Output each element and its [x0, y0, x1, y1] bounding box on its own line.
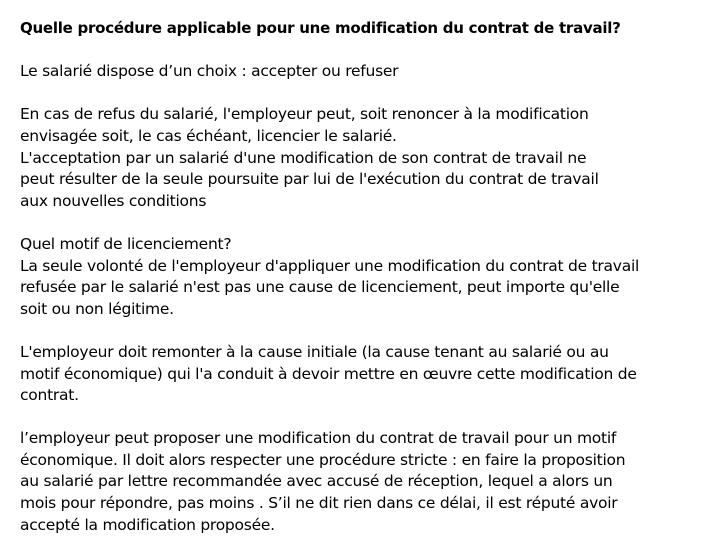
paragraph-dismissal-reason: [20, 234, 726, 320]
text-line: économique. Il doit alors respecter une procédure stricte : en faire la proposition: [20, 450, 626, 469]
paragraph-initial-cause: [20, 342, 726, 407]
text-line: au salarié par lettre recommandée avec accusé de réception, lequel a alors un: [20, 472, 613, 491]
text-line: soit ou non légitime.: [20, 299, 174, 318]
spacer: [20, 320, 726, 342]
text-line: L'acceptation par un salarié d'une modification de son contrat de travail ne: [20, 148, 587, 167]
paragraph-refusal: [20, 104, 726, 212]
text-line: Le salarié dispose d’un choix : accepter ou refuser: [20, 62, 399, 81]
text-line: motif économique) qui l'a conduit à devoir mettre en œuvre cette modification de: [20, 364, 637, 383]
paragraph-choice: [20, 61, 726, 83]
text-line: L'employeur doit remonter à la cause initiale (la cause tenant au salarié ou au: [20, 342, 609, 361]
text-line: En cas de refus du salarié, l'employeur peut, soit renoncer à la modification: [20, 105, 589, 124]
text-line: aux nouvelles conditions: [20, 191, 207, 210]
spacer: [20, 407, 726, 429]
text-line: refusée par le salarié n'est pas une cause de licenciement, peut importe qu'elle: [20, 278, 620, 297]
page-title: Quelle procédure applicable pour une modification du contrat de travail?: [20, 19, 621, 37]
text-line: Quel motif de licenciement?: [20, 234, 232, 253]
spacer: [20, 40, 726, 62]
text-line: mois pour répondre, pas moins . S’il ne dit rien dans ce délai, il est réputé avoir: [20, 494, 618, 513]
document-body: [20, 18, 726, 536]
text-line: contrat.: [20, 386, 79, 405]
paragraph-economic-procedure: [20, 428, 726, 536]
text-line: envisagée soit, le cas échéant, licencier le salarié.: [20, 126, 397, 145]
text-line: l’employeur peut proposer une modification du contrat de travail pour un motif: [20, 429, 617, 448]
text-line: peut résulter de la seule poursuite par lui de l'exécution du contrat de travail: [20, 170, 599, 189]
spacer: [20, 212, 726, 234]
text-line: accepté la modification proposée.: [20, 515, 275, 534]
spacer: [20, 83, 726, 105]
text-line: La seule volonté de l'employeur d'appliquer une modification du contrat de travail: [20, 256, 640, 275]
